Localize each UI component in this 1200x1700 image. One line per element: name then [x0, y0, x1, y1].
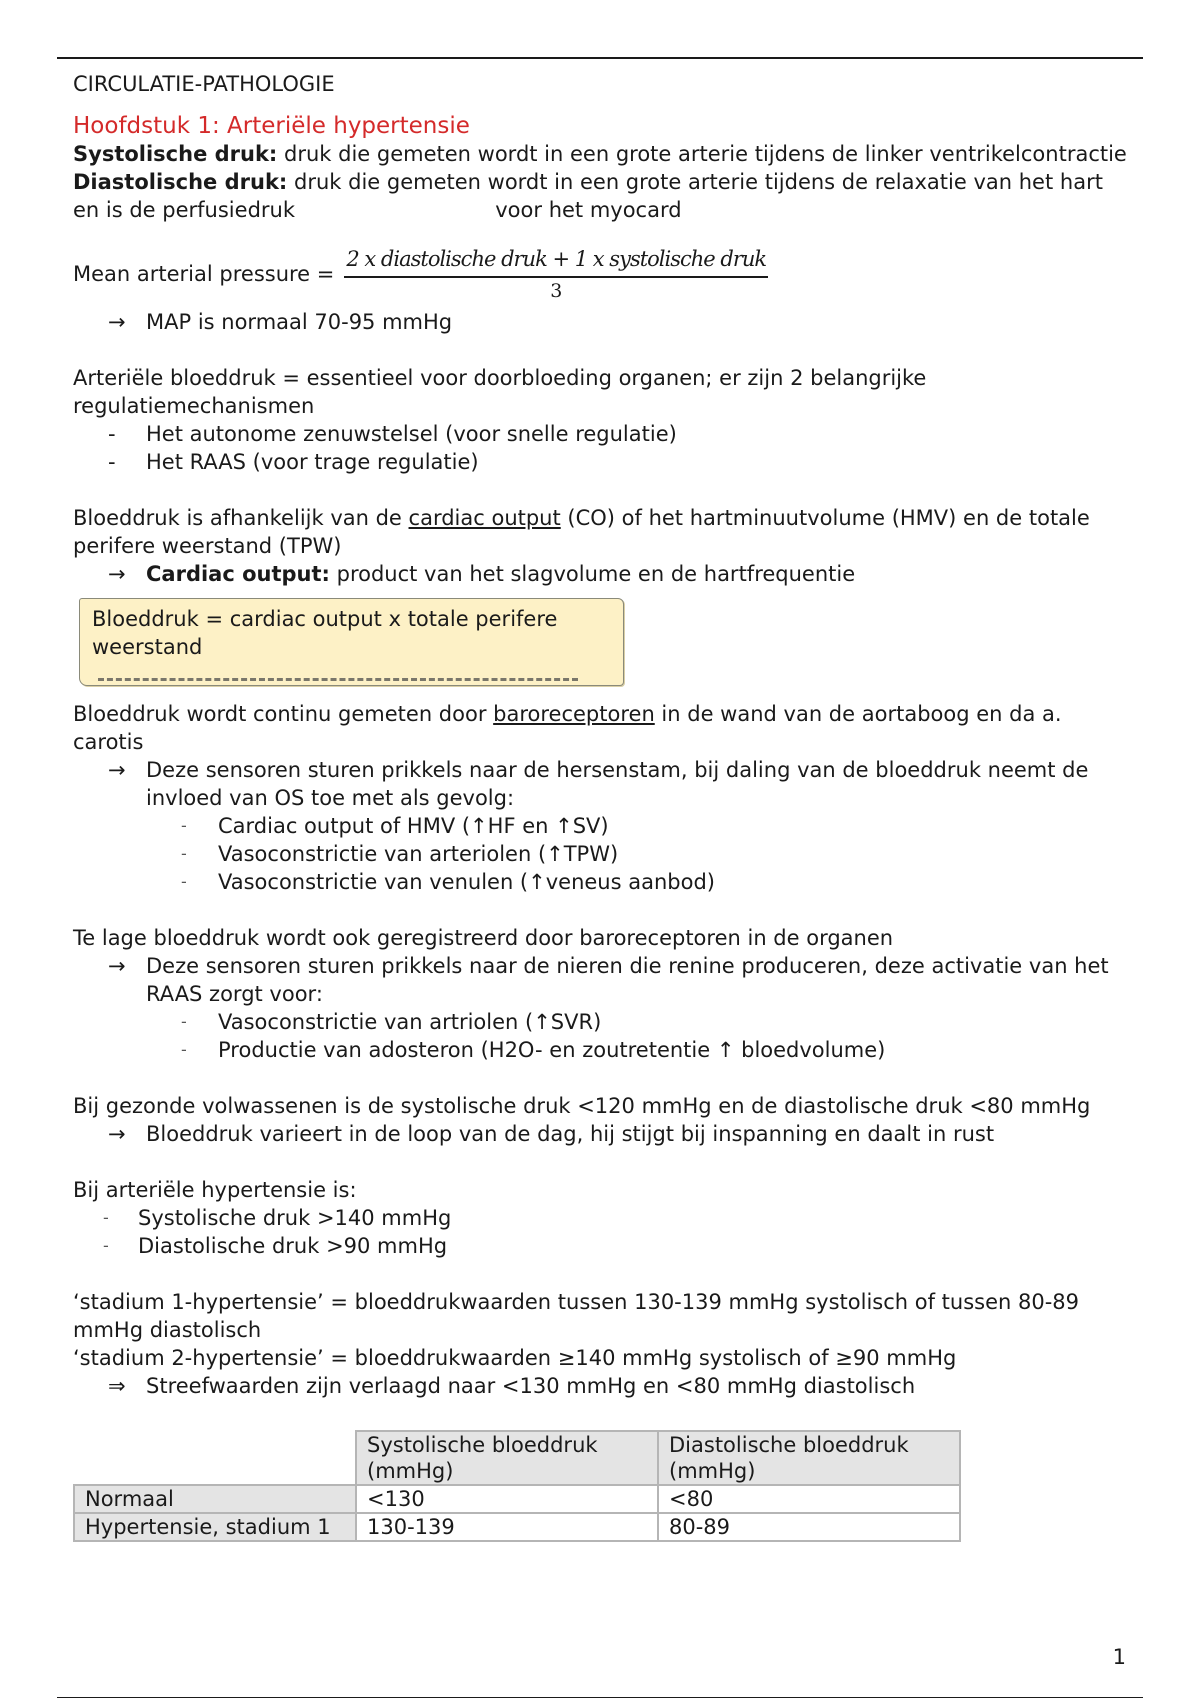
- table-header-cell-empty: [74, 1431, 356, 1485]
- diastolic-text: druk die gemeten wordt in een grote arterie tijdens de relaxatie van het hart en is de perfusiedruk voor het myocard: [73, 170, 1110, 222]
- target-values-text: Streefwaarden zijn verlaagd naar <130 mmHg en <80 mmHg diastolisch: [146, 1374, 916, 1398]
- hypertension-item-text: Systolische druk >140 mmHg: [138, 1206, 452, 1230]
- stage1-definition: ‘stadium 1-hypertensie’ = bloeddrukwaarden tussen 130-139 mmHg systolisch of tussen 80-89 mmHg diastolisch: [73, 1290, 1080, 1342]
- table-header-row: [74, 1431, 960, 1485]
- low-pressure-intro: Te lage bloeddruk wordt ook geregistreerd door baroreceptoren in de organen: [73, 926, 894, 950]
- table-header-cell: Systolische bloeddruk (mmHg): [356, 1431, 658, 1485]
- systolic-definition: [73, 140, 1133, 168]
- arrow-icon: →: [108, 758, 126, 782]
- dash-bullet-icon: -: [181, 844, 187, 863]
- hypertension-intro: Bij arteriële hypertensie is:: [73, 1178, 357, 1202]
- table-row: [74, 1513, 960, 1541]
- map-denominator: 3: [550, 280, 563, 302]
- regulation-intro: Arteriële bloeddruk = essentieel voor doorbloeding organen; er zijn 2 belangrijke regulatiemechanismen: [73, 366, 927, 418]
- baro-intro-text: Bloeddruk wordt continu gemeten door: [73, 702, 494, 726]
- healthy-sub-text: Bloeddruk varieert in de loop van de dag, hij stijgt bij inspanning en daalt in rust: [146, 1122, 995, 1146]
- table-cell: <130: [356, 1485, 658, 1513]
- document-page: [73, 70, 1133, 1542]
- arrow-icon: →: [108, 1122, 126, 1146]
- sticky-note: [79, 598, 624, 686]
- note-cutoff-line: [98, 678, 578, 681]
- page-number: 1: [1112, 1645, 1126, 1669]
- regulation-item-text: Het RAAS (voor trage regulatie): [146, 450, 479, 474]
- stage2-definition: ‘stadium 2-hypertensie’ = bloeddrukwaarden ≥140 mmHg systolisch of ≥90 mmHg: [73, 1346, 957, 1370]
- sticky-note-text: Bloeddruk = cardiac output x totale perifere weerstand: [92, 607, 558, 659]
- chapter-heading: Hoofdstuk 1: Arteriële hypertensie: [73, 113, 470, 139]
- baro-intro: [73, 700, 1133, 756]
- bloodpressure-table: [73, 1430, 961, 1542]
- baroreceptor-term: baroreceptoren: [493, 702, 655, 726]
- table-cell: 80-89: [658, 1513, 960, 1541]
- top-rule: [57, 57, 1143, 59]
- baro-effect-item: [73, 868, 1133, 896]
- cardiac-output-item: [73, 560, 1133, 588]
- cardiac-intro-text-2: (CO) of het hartminuutvolume (HMV) en de totale perifere weerstand (TPW): [73, 506, 1090, 558]
- baro-effect-text: Vasoconstrictie van arteriolen (↑TPW): [218, 842, 619, 866]
- hypertension-item-text: Diastolische druk >90 mmHg: [138, 1234, 448, 1258]
- table-row: [74, 1485, 960, 1513]
- healthy-intro: Bij gezonde volwassenen is de systolische druk <120 mmHg en de diastolische druk <80 mmHg: [73, 1094, 1091, 1118]
- baro-effect-text: Vasoconstrictie van venulen (↑veneus aanbod): [218, 870, 715, 894]
- dash-bullet-icon: -: [181, 1040, 187, 1059]
- hypertension-item: [73, 1232, 1133, 1260]
- raas-effect-text: Productie van adosteron (H2O- en zoutretentie ↑ bloedvolume): [218, 1038, 886, 1062]
- baro-effect-text: Cardiac output of HMV (↑HF en ↑SV): [218, 814, 609, 838]
- map-numerator: 2 x diastolische druk + 1 x systolische druk: [344, 244, 768, 278]
- dash-bullet-icon: -: [103, 1208, 109, 1227]
- raas-effect-item: [73, 1036, 1133, 1064]
- regulation-item: [73, 448, 1133, 476]
- dash-bullet-icon: -: [181, 872, 187, 891]
- baro-effect-item: [73, 812, 1133, 840]
- cardiac-intro: [73, 504, 1133, 560]
- table-row-label: Hypertensie, stadium 1: [74, 1513, 356, 1541]
- double-arrow-icon: ⇒: [108, 1374, 126, 1398]
- table-header-cell: Diastolische bloeddruk (mmHg): [658, 1431, 960, 1485]
- cardiac-output-term: cardiac output: [408, 506, 561, 530]
- diastolic-term: Diastolische druk:: [73, 170, 288, 194]
- arrow-icon: →: [108, 310, 126, 334]
- diastolic-definition: [73, 168, 1133, 224]
- baro-sub-text: Deze sensoren sturen prikkels naar de hersenstam, bij daling van de bloeddruk neemt de invloed van OS toe met als gevolg:: [146, 758, 1089, 810]
- regulation-item-text: Het autonome zenuwstelsel (voor snelle regulatie): [146, 422, 677, 446]
- dash-bullet-icon: -: [181, 816, 187, 835]
- systolic-text: druk die gemeten wordt in een grote arterie tijdens de linker ventrikelcontractie: [277, 142, 1127, 166]
- dash-bullet-icon: -: [181, 1012, 187, 1031]
- dash-bullet-icon: -: [103, 1236, 109, 1255]
- hypertension-item: [73, 1204, 1133, 1232]
- course-title: CIRCULATIE-PATHOLOGIE: [73, 72, 335, 96]
- cardiac-intro-text: Bloeddruk is afhankelijk van de: [73, 506, 409, 530]
- bottom-rule: [57, 1697, 1143, 1698]
- dash-bullet-icon: -: [108, 450, 116, 474]
- low-pressure-sub-item: [73, 952, 1133, 1008]
- table-cell: 130-139: [356, 1513, 658, 1541]
- regulation-item: [73, 420, 1133, 448]
- dash-bullet-icon: -: [108, 422, 116, 446]
- raas-effect-text: Vasoconstrictie van artriolen (↑SVR): [218, 1010, 602, 1034]
- systolic-term: Systolische druk:: [73, 142, 278, 166]
- low-pressure-sub-text: Deze sensoren sturen prikkels naar de nieren die renine produceren, deze activatie van het RAAS zorgt voor:: [146, 954, 1109, 1006]
- cardiac-output-text: product van het slagvolume en de hartfrequentie: [329, 562, 856, 586]
- map-formula: [73, 244, 1133, 304]
- map-normal-item: [73, 308, 1133, 336]
- target-values-item: [73, 1372, 1133, 1400]
- arrow-icon: →: [108, 562, 126, 586]
- baro-intro-text-2: in de wand van de aortaboog en da a. carotis: [73, 702, 1062, 754]
- map-normal-text: MAP is normaal 70-95 mmHg: [146, 310, 453, 334]
- map-fraction: [344, 244, 768, 304]
- table-row-label: Normaal: [74, 1485, 356, 1513]
- map-label: Mean arterial pressure =: [73, 262, 335, 286]
- table-cell: <80: [658, 1485, 960, 1513]
- cardiac-output-label: Cardiac output:: [146, 562, 330, 586]
- arrow-icon: →: [108, 954, 126, 978]
- baro-sub-item: [73, 756, 1133, 812]
- raas-effect-item: [73, 1008, 1133, 1036]
- healthy-sub-item: [73, 1120, 1133, 1148]
- baro-effect-item: [73, 840, 1133, 868]
